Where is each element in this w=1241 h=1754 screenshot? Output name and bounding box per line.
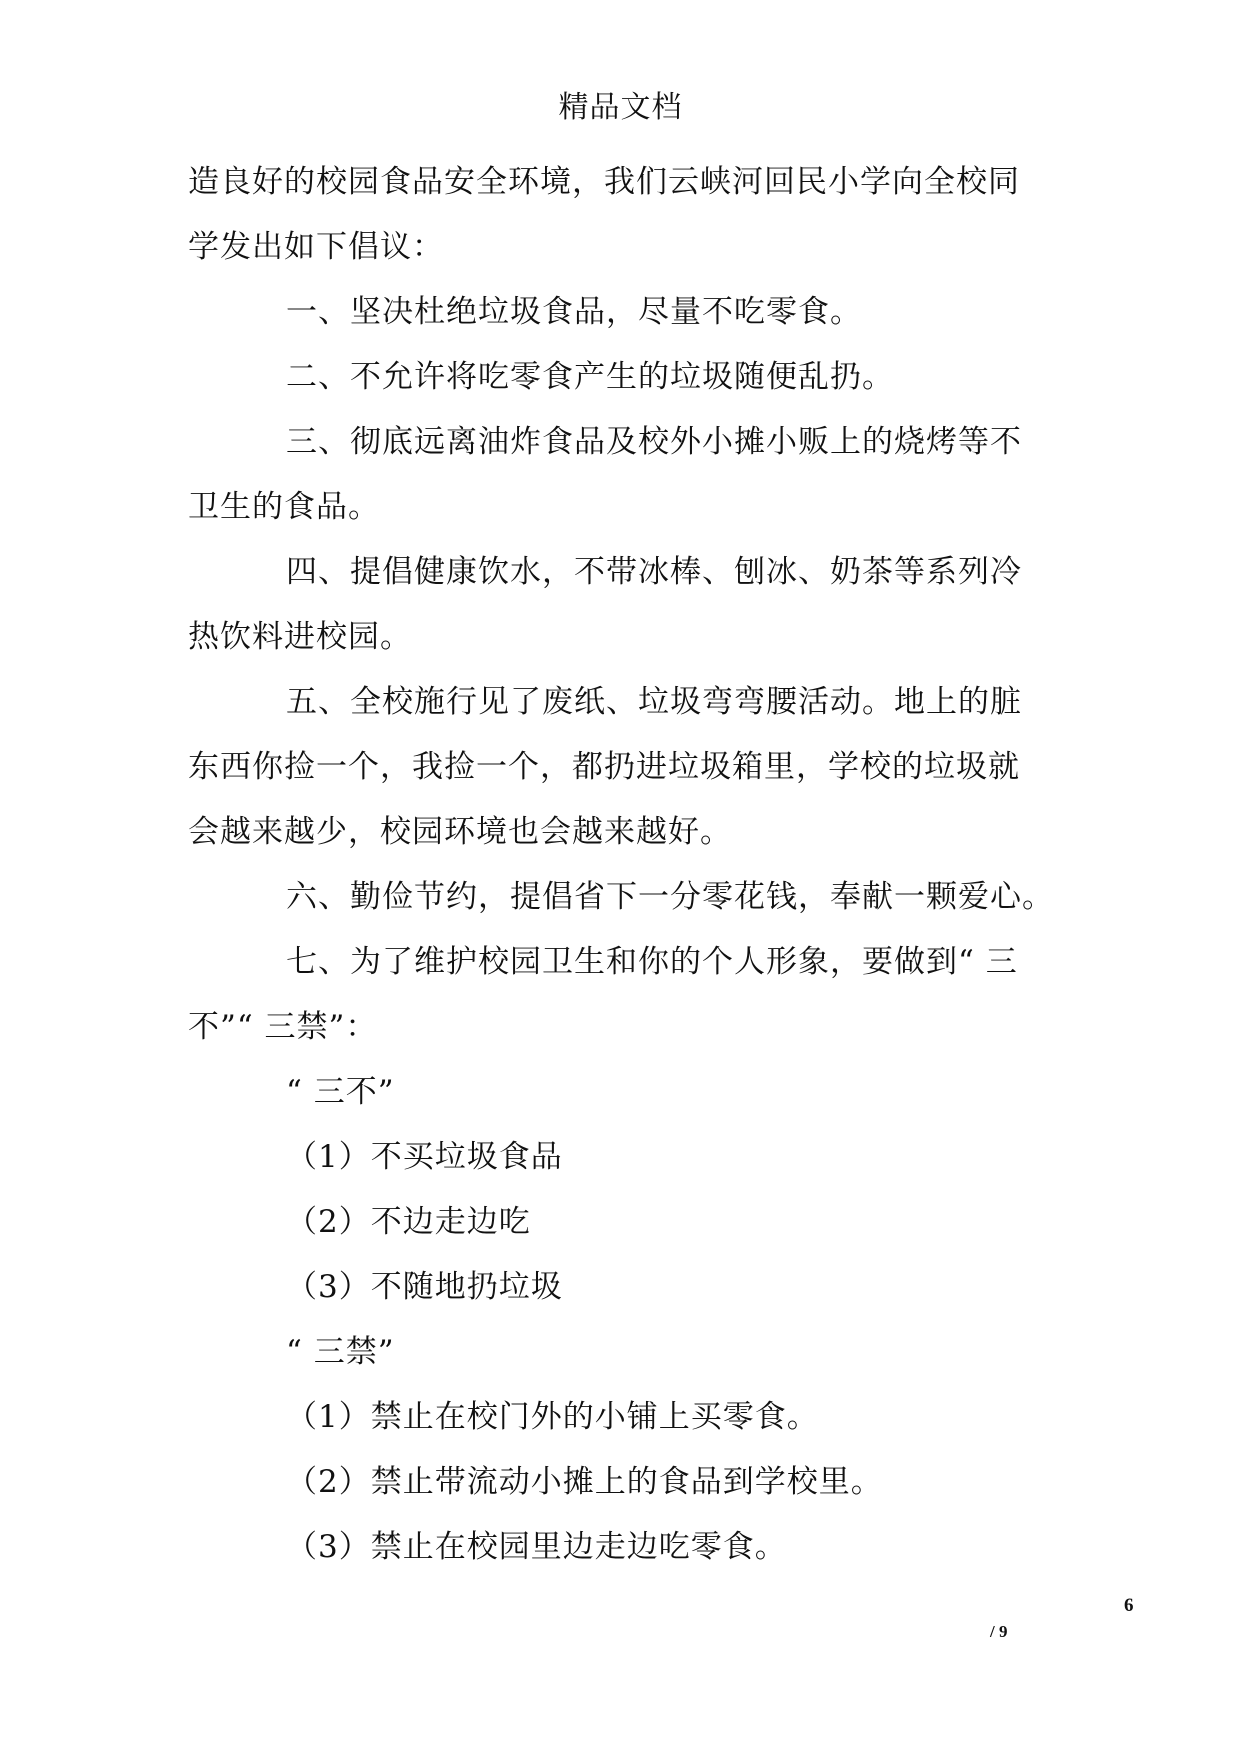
text-line: 五、全校施行见了废纸、垃圾弯弯腰活动。地上的脏 — [286, 684, 1022, 720]
text-line: 七、为了维护校园卫生和你的个人形象，要做到“ 三 — [286, 944, 1018, 980]
text-line: 不”“ 三禁”： — [188, 1009, 378, 1045]
page-number: 6 — [1124, 1595, 1134, 1616]
text-line: 造良好的校园食品安全环境，我们云峡河回民小学向全校同 — [188, 164, 1020, 200]
text-line: 会越来越少，校园环境也会越来越好。 — [188, 814, 732, 850]
text-line: 学发出如下倡议： — [188, 229, 444, 265]
text-line: 一、坚决杜绝垃圾食品，尽量不吃零食。 — [286, 294, 862, 330]
document-body — [188, 150, 1068, 1580]
page-header: 精品文档 — [558, 90, 683, 125]
page-total: / 9 — [990, 1622, 1008, 1641]
text-line: （3）禁止在校园里边走边吃零食。 — [286, 1529, 787, 1565]
text-line: 三、彻底远离油炸食品及校外小摊小贩上的烧烤等不 — [286, 424, 1022, 460]
text-line: （2）禁止带流动小摊上的食品到学校里。 — [286, 1464, 883, 1500]
text-line: （3）不随地扔垃圾 — [286, 1269, 563, 1305]
text-line: 东西你捡一个，我捡一个，都扔进垃圾箱里，学校的垃圾就 — [188, 749, 1020, 785]
text-line: “ 三不” — [286, 1074, 395, 1110]
text-line: 热饮料进校园。 — [188, 619, 412, 655]
text-line: “ 三禁” — [286, 1334, 395, 1370]
text-line: 卫生的食品。 — [188, 489, 380, 525]
text-line: 六、勤俭节约，提倡省下一分零花钱，奉献一颗爱心。 — [286, 879, 1054, 915]
text-line: （1）不买垃圾食品 — [286, 1139, 563, 1175]
text-line: （1）禁止在校门外的小铺上买零食。 — [286, 1399, 819, 1435]
text-line: 四、提倡健康饮水，不带冰棒、刨冰、奶茶等系列冷 — [286, 554, 1022, 590]
text-line: 二、不允许将吃零食产生的垃圾随便乱扔。 — [286, 359, 894, 395]
text-line: （2）不边走边吃 — [286, 1204, 531, 1240]
